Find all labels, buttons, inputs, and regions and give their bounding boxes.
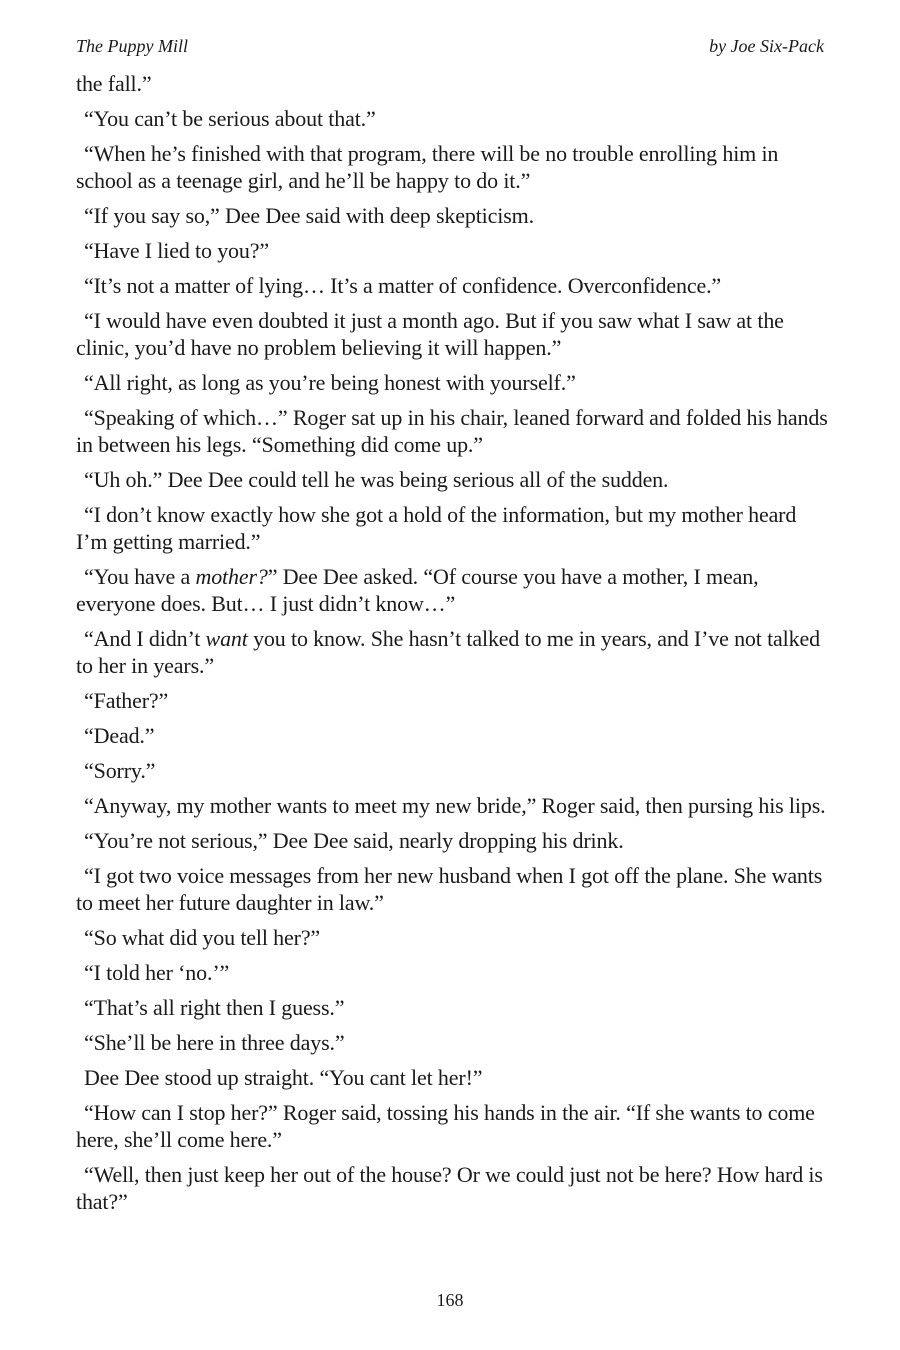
- paragraph-text: “Anyway, my mother wants to meet my new bride,” Roger said, then pursing his lips.: [84, 793, 826, 818]
- paragraph-text: “Sorry.”: [84, 758, 156, 783]
- paragraph: [76, 202, 828, 229]
- author-credit: by Joe Six-Pack: [709, 36, 824, 56]
- paragraph-text: “You can’t be serious about that.”: [84, 106, 376, 131]
- paragraph: [76, 404, 828, 458]
- paragraph-text: “Have I lied to you?”: [84, 238, 269, 263]
- paragraph: [76, 1099, 828, 1153]
- paragraph-text: “I would have even doubted it just a month ago. But if you saw what I saw at the clinic, you’d have no problem believing it will happen.”: [76, 308, 784, 360]
- book-title: The Puppy Mill: [76, 36, 188, 56]
- paragraph: [76, 827, 828, 854]
- emphasized-text: mother?: [195, 564, 268, 589]
- paragraph: [76, 924, 828, 951]
- paragraph: [76, 722, 828, 749]
- running-header: [76, 36, 824, 60]
- paragraph-text: “Father?”: [84, 688, 169, 713]
- paragraph-text: “Speaking of which…” Roger sat up in his chair, leaned forward and folded his hands in between his legs. “Something did come up.”: [76, 405, 828, 457]
- paragraph: [76, 757, 828, 784]
- paragraph: [76, 70, 828, 97]
- paragraph-text: you to know. She hasn’t talked to me in years, and I’ve not talked to her in years.”: [76, 626, 820, 678]
- paragraph-text: “It’s not a matter of lying… It’s a matter of confidence. Overconfidence.”: [84, 273, 722, 298]
- paragraph-text: “How can I stop her?” Roger said, tossing his hands in the air. “If she wants to come here, she’ll come here.”: [76, 1100, 815, 1152]
- paragraph: [76, 105, 828, 132]
- paragraph: [76, 862, 828, 916]
- paragraph-text: ” Dee Dee asked. “Of course you have a mother, I mean, everyone does. But… I just didn’t know…”: [76, 564, 759, 616]
- paragraph: [76, 501, 828, 555]
- paragraph: [76, 237, 828, 264]
- paragraph-text: “I got two voice messages from her new husband when I got off the plane. She wants to meet her future daughter in law.”: [76, 863, 823, 915]
- paragraph-text: “That’s all right then I guess.”: [84, 995, 345, 1020]
- paragraph-text: “If you say so,” Dee Dee said with deep skepticism.: [84, 203, 534, 228]
- paragraph: [76, 140, 828, 194]
- emphasized-text: want: [205, 626, 248, 651]
- paragraph: [76, 1029, 828, 1056]
- paragraph-text: “You’re not serious,” Dee Dee said, nearly dropping his drink.: [84, 828, 624, 853]
- paragraph-text: “I told her ‘no.’”: [84, 960, 230, 985]
- paragraph: [76, 994, 828, 1021]
- paragraph: [76, 1064, 828, 1091]
- paragraph: [76, 307, 828, 361]
- paragraph-text: “Well, then just keep her out of the house? Or we could just not be here? How hard is that?”: [76, 1162, 823, 1214]
- paragraph: [76, 687, 828, 714]
- paragraph-text: “So what did you tell her?”: [84, 925, 321, 950]
- paragraph: [76, 625, 828, 679]
- paragraph-text: “You have a: [84, 564, 196, 589]
- paragraph: [76, 563, 828, 617]
- paragraph: [76, 792, 828, 819]
- paragraph-text: Dee Dee stood up straight. “You cant let her!”: [84, 1065, 483, 1090]
- page-number: 168: [436, 1290, 464, 1310]
- paragraph-text: “All right, as long as you’re being honest with yourself.”: [84, 370, 576, 395]
- paragraph: [76, 466, 828, 493]
- paragraph: [76, 1161, 828, 1215]
- paragraph: [76, 959, 828, 986]
- paragraph: [76, 272, 828, 299]
- body-text: [76, 70, 828, 1223]
- paragraph: [76, 369, 828, 396]
- paragraph-text: “Uh oh.” Dee Dee could tell he was being serious all of the sudden.: [84, 467, 669, 492]
- paragraph-text: the fall.”: [76, 71, 152, 96]
- paragraph-text: “When he’s finished with that program, there will be no trouble enrolling him in school as a teenage girl, and he’ll be happy to do it.”: [76, 141, 779, 193]
- paragraph-text: “And I didn’t: [84, 626, 206, 651]
- paragraph-text: “She’ll be here in three days.”: [84, 1030, 345, 1055]
- paragraph-text: “I don’t know exactly how she got a hold of the information, but my mother heard I’m getting married.”: [76, 502, 797, 554]
- paragraph-text: “Dead.”: [84, 723, 155, 748]
